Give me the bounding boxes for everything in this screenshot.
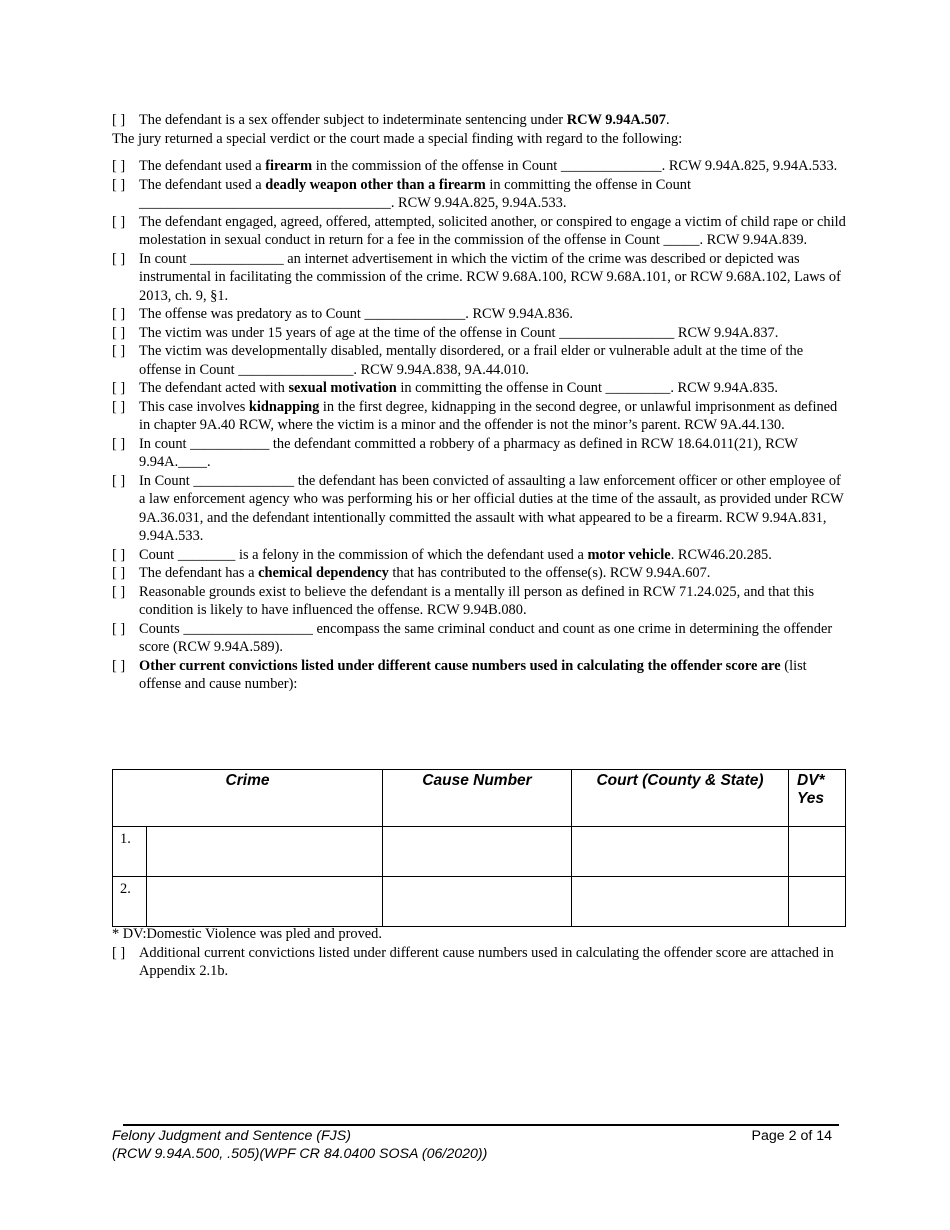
checkbox[interactable]: [ ] [112, 112, 126, 128]
item-text: In count ___________ the defendant committed a robbery of a pharmacy as defined in RCW 18.64.011(21), RCW 9.94A.____. [139, 435, 798, 470]
finding-item [112, 379, 848, 398]
after-table-section [112, 925, 848, 981]
checkbox[interactable]: [ ] [112, 306, 126, 322]
finding-item [112, 342, 848, 379]
finding-item [112, 213, 848, 250]
checkbox[interactable]: [ ] [112, 250, 126, 267]
item-text: The defendant engaged, agreed, offered, attempted, solicited another, or conspired to engage a victim of child rape or child molestation in sexual conduct in return for a fee in the commission of the offense in Count _____. RCW 9.94A.839. [139, 213, 846, 248]
checkbox[interactable]: [ ] [112, 398, 126, 415]
checkbox[interactable]: [ ] [112, 546, 126, 563]
checkbox[interactable]: [ ] [112, 324, 126, 341]
finding-item [112, 305, 848, 324]
item-text: The defendant acted with sexual motivation in committing the offense in Count _________. RCW 9.94A.835. [139, 380, 778, 396]
footer-divider [123, 1124, 839, 1126]
footer-form-reference: (RCW 9.94A.500, .505)(WPF CR 84.0400 SOSA (06/2020)) [112, 1146, 488, 1162]
header-crime: Crime [113, 770, 383, 827]
document-body [112, 111, 848, 694]
checkbox[interactable]: [ ] [112, 213, 126, 230]
finding-item [112, 657, 848, 694]
row-number: 2. [113, 877, 147, 927]
row-number: 1. [113, 827, 147, 877]
item-text: In Count ______________ the defendant has been convicted of assaulting a law enforcement officer or other employee of a law enforcement agency who was performing his or her official duties at the time of the assault, as provided under RCW 9A.36.031, and the defendant intentionally committed the assault with what appeared to be a firearm. RCW 9.94A.831, 9.94A.533. [139, 472, 844, 544]
item-text: The victim was developmentally disabled, mentally disordered, or a frail elder or vulnerable adult at the time of the offense in Count ________________. RCW 9.94A.838, 9A.44.010. [139, 343, 804, 378]
finding-item [112, 250, 848, 306]
cell-cause-number[interactable] [383, 827, 572, 877]
checkbox[interactable]: [ ] [112, 657, 126, 674]
table-row [113, 877, 846, 927]
intro-paragraph: The jury returned a special verdict or the court made a special finding with regard to the following: [112, 130, 683, 147]
dv-footnote: * DV:Domestic Violence was pled and proved. [112, 926, 382, 942]
checkbox[interactable]: [ ] [112, 158, 126, 174]
finding-item [112, 583, 848, 620]
checkbox[interactable]: [ ] [112, 472, 126, 489]
item-text: Reasonable grounds exist to believe the defendant is a mentally ill person as defined in RCW 71.24.025, and that this condition is likely to have influenced the offense. RCW 9.94B.080. [139, 583, 815, 618]
finding-item [112, 176, 848, 213]
cell-cause-number[interactable] [383, 877, 572, 927]
cell-court[interactable] [572, 827, 789, 877]
table-row [113, 827, 846, 877]
header-cause-number: Cause Number [383, 770, 572, 827]
header-court: Court (County & State) [572, 770, 789, 827]
finding-item [112, 324, 848, 343]
item-text: The defendant used a firearm in the commission of the offense in Count ______________. RCW 9.94A.825, 9.94A.533. [139, 158, 838, 174]
item-text: This case involves kidnapping in the first degree, kidnapping in the second degree, or unlawful imprisonment as defined in chapter 9A.40 RCW, where the victim is a minor and the offender is not the minor’s parent. RCW 9A.44.130. [139, 398, 838, 433]
header-dv-label: DV* [797, 772, 825, 789]
other-convictions-table [112, 769, 846, 927]
item-text: Additional current convictions listed under different cause numbers used in calculating the offender score are attached in Appendix 2.1b. [139, 944, 834, 979]
footer-form-title: Felony Judgment and Sentence (FJS) [112, 1128, 351, 1144]
checkbox[interactable]: [ ] [112, 620, 126, 637]
checkbox[interactable]: [ ] [112, 435, 126, 452]
header-dv-yes: Yes [797, 790, 825, 807]
item-text: The defendant is a sex offender subject to indeterminate sentencing under RCW 9.94A.507. [139, 112, 670, 128]
finding-item [112, 157, 848, 176]
page-number: Page 2 of 14 [751, 1128, 832, 1144]
finding-item [112, 398, 848, 435]
item-text: Other current convictions listed under different cause numbers used in calculating the offender score are (list offense and cause number): [139, 657, 807, 692]
item-text: Counts __________________ encompass the same criminal conduct and count as one crime in determining the offender score (RCW 9.94A.589). [139, 620, 833, 655]
cell-crime[interactable] [147, 877, 383, 927]
checkbox[interactable]: [ ] [112, 176, 126, 193]
header-dv [789, 770, 846, 827]
finding-item-appendix [112, 944, 848, 981]
checkbox[interactable]: [ ] [112, 343, 126, 359]
item-text: In count _____________ an internet advertisement in which the victim of the crime was described or depicted was instrumental in facilitating the commission of the crime. RCW 9.68A.100, RCW 9.68A.101, or RCW 9.68A.102, Laws of 2013, ch. 9, §1. [139, 250, 841, 304]
finding-item [112, 472, 848, 546]
cell-dv[interactable] [789, 827, 846, 877]
checkbox[interactable]: [ ] [112, 944, 126, 961]
item-text: The defendant used a deadly weapon other than a firearm in committing the offense in Count ___________________________________. RCW 9.94A.825, 9.94A.533. [139, 176, 691, 211]
checkbox[interactable]: [ ] [112, 583, 126, 600]
item-text: The defendant has a chemical dependency that has contributed to the offense(s). RCW 9.94A.607. [139, 565, 711, 581]
cell-court[interactable] [572, 877, 789, 927]
page-footer [112, 1127, 832, 1163]
item-text: Count ________ is a felony in the commission of which the defendant used a motor vehicle. RCW46.20.285. [139, 546, 772, 563]
finding-item [112, 435, 848, 472]
cell-crime[interactable] [147, 827, 383, 877]
finding-sex-offender [112, 111, 848, 130]
checkbox[interactable]: [ ] [112, 565, 126, 581]
finding-item [112, 564, 848, 583]
finding-item [112, 546, 848, 565]
item-text: The victim was under 15 years of age at the time of the offense in Count ________________ RCW 9.94A.837. [139, 324, 779, 341]
finding-item [112, 620, 848, 657]
table-header-row [113, 770, 846, 827]
cell-dv[interactable] [789, 877, 846, 927]
checkbox[interactable]: [ ] [112, 380, 126, 396]
item-text: The offense was predatory as to Count ______________. RCW 9.94A.836. [139, 306, 573, 322]
